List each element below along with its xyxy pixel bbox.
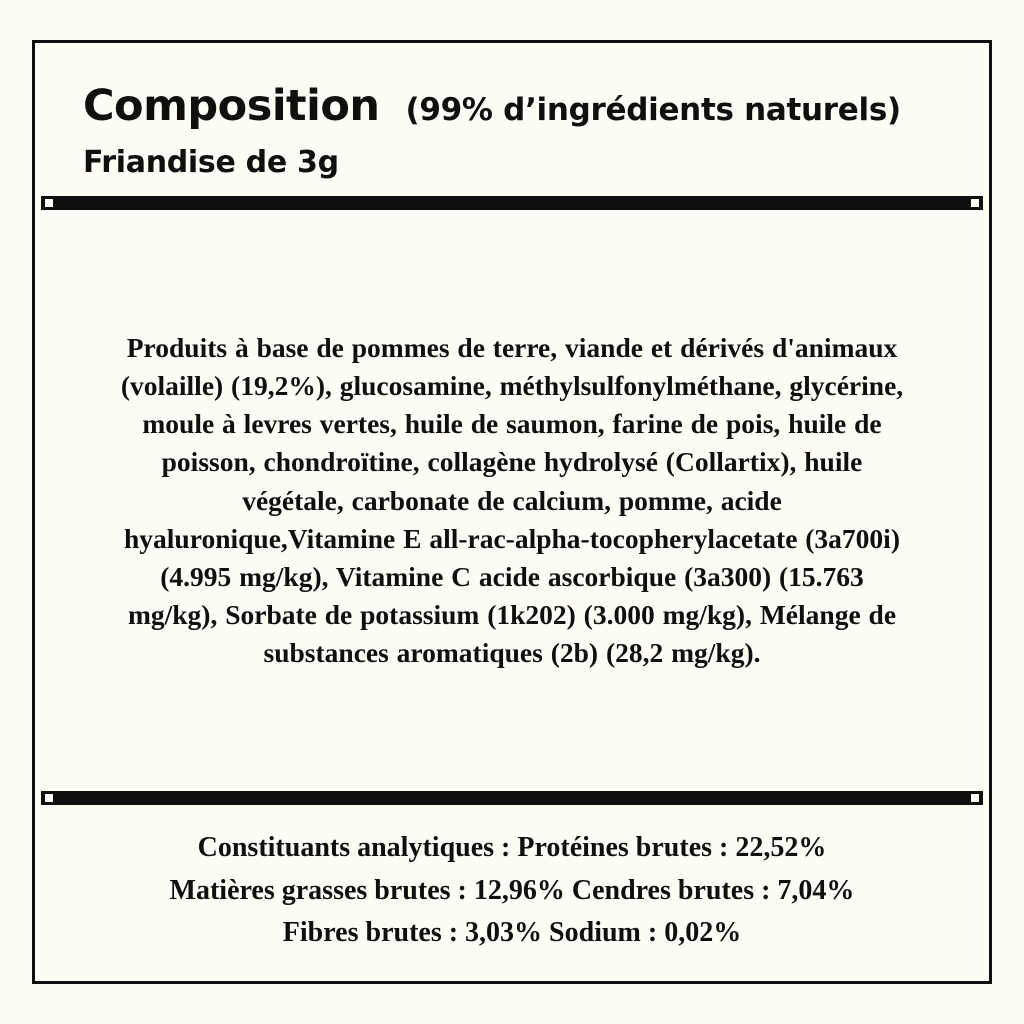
analytical-constituents-section (35, 805, 989, 981)
header-title-row (59, 81, 965, 131)
ingredients-text: Produits à base de pommes de terre, viande et dérivés d'animaux (volaille) (19,2%), glucosamine, méthylsulfonylméthane, glycérine, moule à levres vertes, huile de saumon, farine de pois, huile de poisson, chondroïtine, collagène hydrolysé (Collartix), huile végétale, carbonate de calcium, pomme, acide hyaluronique,Vitamine E all-rac-alpha-tocopherylacetate (3a700i) (4.995 mg/kg), Vitamine C acide ascorbique (3a300) (15.763 mg/kg), Sorbate de potassium (1k202) (3.000 mg/kg), Mélange de substances aromatiques (2b) (28,2 mg/kg). (120, 331, 904, 669)
page-title: Composition (83, 81, 380, 131)
analytical-line-2: Matières grasses brutes : 12,96% Cendres brutes : 7,04% (169, 874, 855, 906)
label-header (35, 43, 989, 196)
analytical-line-1: Constituants analytiques : Protéines brutes : 22,52% (197, 832, 827, 864)
natural-ingredients-note: (99% d’ingrédients naturels) (405, 92, 901, 128)
analytical-line-3: Fibres brutes : 3,03% Sodium : 0,02% (282, 917, 742, 949)
ingredients-section (35, 210, 989, 791)
treat-weight-subtitle: Friandise de 3g (83, 145, 339, 180)
divider-top (41, 196, 983, 210)
divider-bottom (41, 791, 983, 805)
composition-label (32, 40, 992, 984)
